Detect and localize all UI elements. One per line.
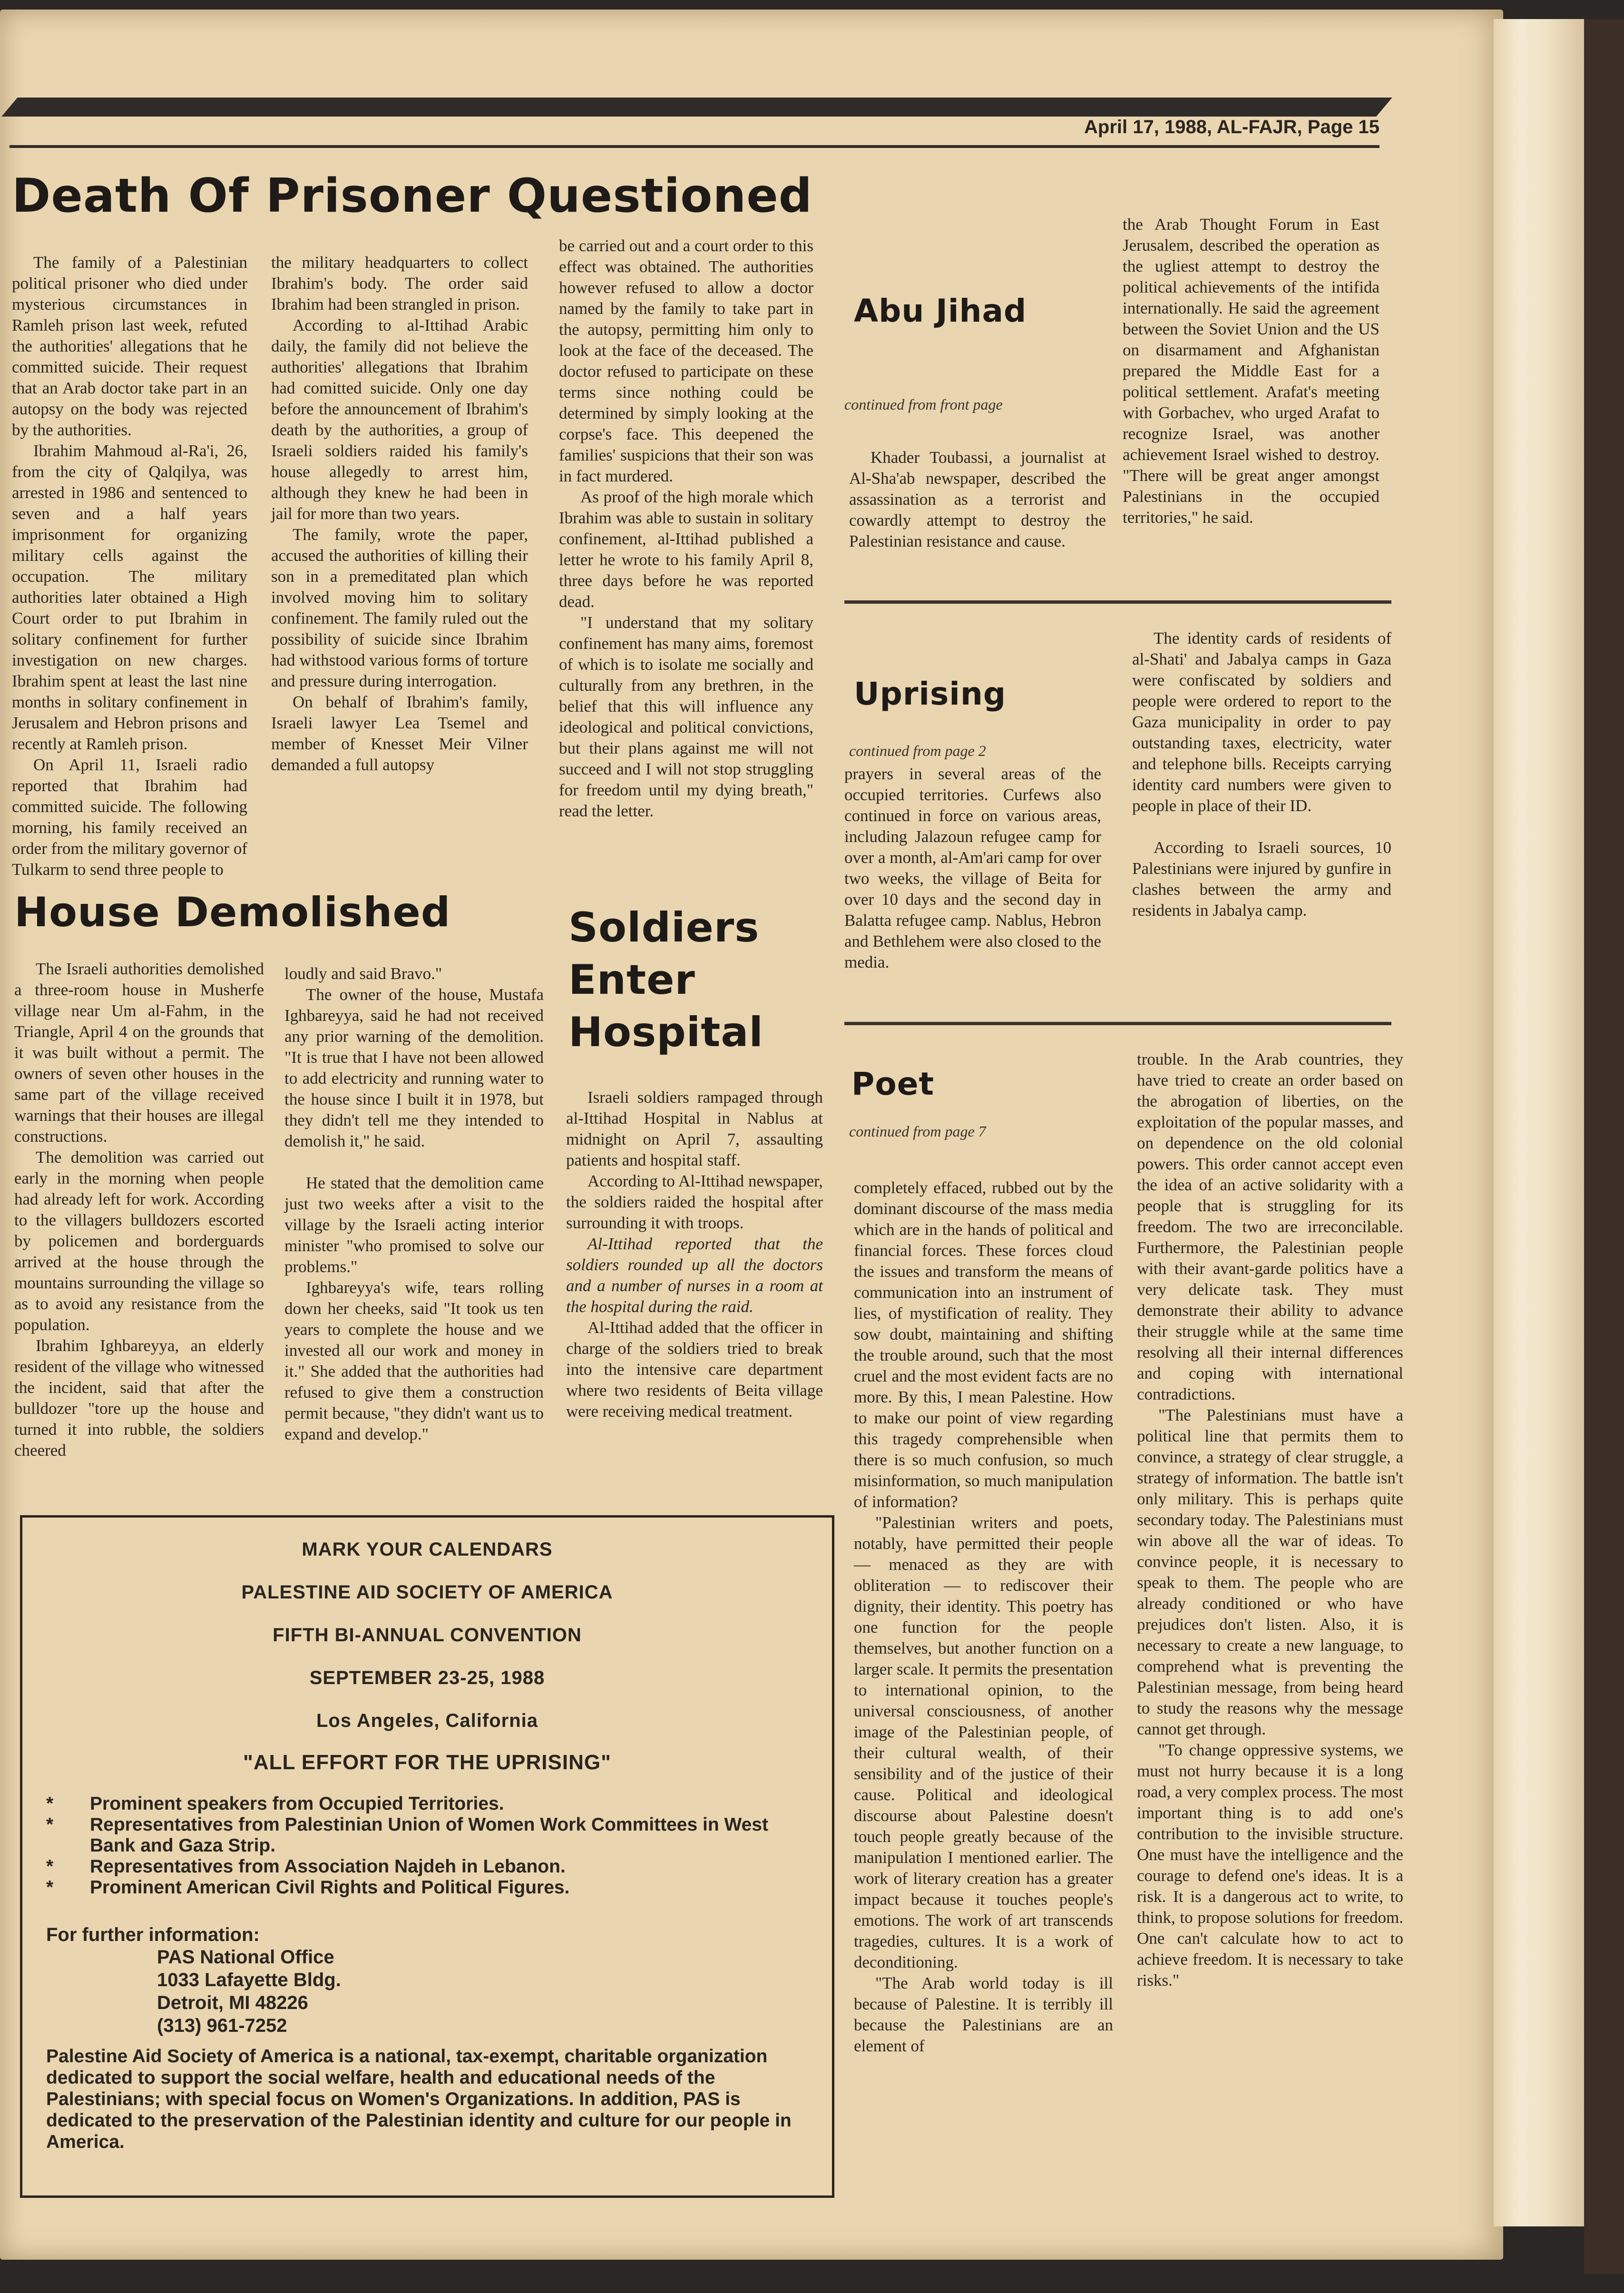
article-death-col-1 [12,252,247,880]
headline-line: Enter [568,956,695,1004]
paragraph: "To change oppressive systems, we must not hurry because it is a long road, a very complex process. The most important thing is to add one's contribution to the invisible structure. One must have the intelligence and the courage to defend one's ideas. It is a risk. It is a dangerous act to write, to think, to propose solutions for freedom. One can't calculate how to act to achieve freedom. It is necessary to take risks." [1137,1741,1403,1989]
headline-poet: Poet [851,1066,935,1102]
headline-house-demolished: House Demolished [14,889,451,936]
paragraph: The family, wrote the paper, accused the authorities of killing their son in a premeditated plan which involved moving him to solitary confinement. The family ruled out the possibility of suicide since Ibrahim had withstood various forms of torture and pressure during interrogation. [271,525,528,690]
ad-contact-heading: For further information: [46,1924,260,1945]
paragraph: be carried out and a court order to this effect was obtained. The authorities however refused to allow a doctor named by the family to take part in the autopsy, permitting him only to look at the face of the deceased. The doctor refused to participate on these terms since nothing could be determined by simply looking at the corpse's face. This deepened the families' suspicions that their son was in fact murdered. [559,236,813,485]
phone-number: (313) 961-7252 [157,2015,287,2036]
paragraph: Ibrahim Mahmoud al-Ra'i, 26, from the city of Qalqilya, was arrested in 1986 and sentenced to seven and a half years imprisonment for organizing military cells against the occupation. The military authorities later obtained a High Court order to put Ibrahim in solitary confinement for further investigation on new charges. Ibrahim spent at least the last nine months in solitary confinement in Jerusalem and Hebron prisons and recently at Ramleh prison. [12,441,247,753]
ad-event: FIFTH BI-ANNUAL CONVENTION [273,1625,582,1646]
top-rule [1,98,1392,117]
ad-location: Los Angeles, California [316,1710,538,1731]
list-item: * Prominent speakers from Occupied Territories. [46,1793,807,1814]
paragraph: Al-Ittihad reported that the soldiers rounded up all the doctors and a number of nurses in a room at the hospital during the raid. [566,1235,823,1316]
paragraph: the military headquarters to collect Ibrahim's body. The order said Ibrahim had been strangled in prison. [271,253,528,314]
paragraph: loudly and said Bravo." [284,964,442,983]
paragraph: On April 11, Israeli radio reported that Ibrahim had committed suicide. The following morning, his family received an order from the military governor of Tulkarm to send three people to [12,755,247,879]
ad-organization: PALESTINE AID SOCIETY OF AMERICA [241,1582,613,1603]
list-item: * Representatives from Association Najdeh in Lebanon. [46,1856,807,1877]
paragraph: The family of a Palestinian political prisoner who died under mysterious circumstances in Ramleh prison last week, refuted the authorities' allegations that he committed suicide. Their request that an Arab doctor take part in an autopsy on the body was rejected by the authorities. [12,253,247,439]
paragraph: According to Al-Ittihad newspaper, the soldiers raided the hospital after surrounding it with troops. [566,1172,823,1232]
paragraph: Khader Toubassi, a journalist at Al-Sha'ab newspaper, described the assassination as a terrorist and cowardly attempt to destroy the Palestinian resistance and cause. [849,448,1106,550]
paragraph: According to Israeli sources, 10 Palestinians were injured by gunfire in clashes between the army and residents in Jabalya camp. [1132,838,1391,920]
address-line: 1033 Lafayette Bldg. [157,1970,341,1990]
paragraph: The Israeli authorities demolished a three-room house in Musherfe village near Um al-Fahm, in the Triangle, April 4 on the grounds that it was built without a permit. The owners of seven other houses in the same part of the village received warnings that their houses are illegal constructions. [14,960,264,1146]
headline-abu-jihad: Abu Jihad [854,293,1027,329]
header-rule [10,145,1379,148]
headline-line: Hospital [568,1009,763,1056]
paragraph: On behalf of Ibrahim's family, Israeli lawyer Lea Tsemel and member of Knesset Meir Vilner demanded a full autopsy [271,693,528,774]
paragraph: Ibrahim Ighbareyya, an elderly resident of the village who witnessed the incident, said that after the bulldozer "tore up the house and turned it into rubble, the soldiers cheered [14,1336,264,1460]
headline-uprising: Uprising [854,676,1007,712]
address-line: PAS National Office [157,1947,334,1968]
article-poet-col-2 [1137,1049,1403,1991]
paragraph: "The Palestinians must have a political line that permits them to convince, a strategy of clear struggle, a strategy of information. The battle isn't only military. This is perhaps quite secondary today. The Palestinians must win above all the war of ideas. To convince people, it is necessary to speak to them. The people who are already conditioned or who have prejudices don't listen. Also, it is necessary to create a new language, to comprehend what is preventing the Palestinian message, from being heard to study the reasons why the message cannot get through. [1137,1406,1403,1738]
headline-death-of-prisoner: Death Of Prisoner Questioned [12,169,812,223]
paragraph: The demolition was carried out early in the morning when people had already left for work. According to the villagers bulldozers escorted by policemen and borderguards arrived at the house through the mountains surrounding the village so as to avoid any resistance from the population. [14,1148,264,1334]
paragraph: The identity cards of residents of al-Shati' and Jabalya camps in Gaza were confiscated by soldiers and people were ordered to report to the Gaza municipality in order to pay outstanding taxes, electricity, water and telephone bills. Receipts carrying identity card numbers were given to people in place of their ID. [1132,629,1391,815]
article-death-col-2 [271,252,528,775]
ad-heading: MARK YOUR CALENDARS [302,1539,553,1560]
ad-date: SEPTEMBER 23-25, 1988 [309,1667,545,1688]
paragraph: He stated that the demolition came just two weeks after a visit to the village by the Israeli acting interior minister "who promised to solve our problems." [284,1174,544,1276]
list-item: * Representatives from Palestinian Union of Women Work Committees in West Bank and Gaza Strip. [46,1814,807,1856]
article-uprising-col-1 [844,764,1101,973]
article-poet-col-1 [854,1177,1113,2057]
headline-soldiers-enter-hospital [568,902,763,1058]
paragraph: "I understand that my solitary confinement has many aims, foremost of which is to isolate me socially and culturally from any brethren, in the belief that this will influence any ideological and political convictions, but their plans against me will not succeed and I will not stop struggling for freedom until my dying breath," read the letter. [559,613,813,820]
continued-note: continued from front page [844,396,1003,413]
section-rule [844,1022,1391,1025]
paragraph: "The Arab world today is ill because of Palestine. It is terribly ill because the Palestinians are an element of [854,1974,1113,2055]
continued-note: continued from page 7 [849,1123,986,1140]
address-line: Detroit, MI 48226 [157,1992,308,2013]
ad-slogan: "ALL EFFORT FOR THE UPRISING" [243,1751,611,1774]
paragraph: trouble. In the Arab countries, they have tried to create an order based on the abrogation of liberties, on the exploitation of the popular masses, and on dependence on the old colonial powers. This order cannot accept even the idea of an active solidarity with a people that is struggling for its freedom. The two are irreconcilable. Furthermore, the Palestinian people with their avant-garde politics have a very delicate task. They must demonstrate their ability to advance their struggle while at the same time resolving all their internal differences and coping with international contradictions. [1137,1050,1403,1403]
headline-line: Soldiers [568,904,760,951]
ad-description: Palestine Aid Society of America is a national, tax-exempt, charitable organization dedicated to support the social welfare, health and educational needs of the Palestinians; with special focus on Women's Organizations. In addition, PAS is dedicated to the preservation of the Palestinian identity and culture for our people in America. [46,2046,792,2152]
dateline: April 17, 1988, AL-FAJR, Page 15 [1084,117,1379,137]
continued-note: continued from page 2 [849,742,986,759]
article-abu-jihad-col-1 [849,447,1106,552]
list-item: * Prominent American Civil Rights and Political Figures. [46,1877,807,1898]
paragraph: According to al-Ittihad Arabic daily, the family did not believe the authorities' allegations that Ibrahim had comitted suicide. Only one day before the announcement of Ibrahim's death by the authorities, a group of Israeli soldiers raided his family's house allegedly to arrest him, although they knew he had been in jail for more than two years. [271,316,528,523]
ad-address [157,1946,341,2037]
paragraph: As proof of the high morale which Ibrahim was able to sustain in solitary confinement, al-Ittihad published a letter he wrote to his family April 8, three days before he was reported dead. [559,488,813,611]
ad-bullet-list [46,1793,807,1898]
section-rule [844,600,1391,604]
convention-advertisement [20,1515,834,2198]
paragraph: the Arab Thought Forum in East Jerusalem, described the operation as the ugliest attempt to destroy the political achievements of the intifida internationally. He said the agreement between the Soviet Union and the US on disarmament and Afghanistan prepared the Middle East for a political settlement. Arafat's meeting with Gorbachev, who urged Arafat to recognize Israel, was another achievement Israel wished to destroy. "There will be great anger amongst Palestinians in the occupied territories," he said. [1123,215,1379,527]
article-house-col-2 [284,963,544,1445]
article-death-col-3 [559,235,813,822]
paragraph: Israeli soldiers rampaged through al-Ittihad Hospital in Nablus at midnight on April 7, assaulting patients and hospital staff. [566,1088,823,1169]
article-soldiers-body [566,1087,823,1422]
paragraph: Al-Ittihad added that the officer in charge of the soldiers tried to break into the intensive care department where two residents of Beita village were receiving medical treatment. [566,1318,823,1421]
article-abu-jihad-col-2 [1123,214,1379,528]
paragraph: completely effaced, rubbed out by the dominant discourse of the mass media which are in the hands of political and financial forces. These forces cloud the issues and transform the means of communication into an instrument of lies, of mystification of reality. They sow doubt, maintaining and shifting the trouble around, such that the most cruel and the most evident facts are no more. By this, I mean Palestine. How to make our point of view regarding this tragedy comprehensible when there is so much confusion, so much misinformation, so much manipulation of information? [854,1178,1113,1511]
binding-cover [1584,19,1624,2274]
article-uprising-col-2 [1132,628,1391,921]
paragraph: prayers in several areas of the occupied territories. Curfews also continued in force on various areas, including Jalazoun refugee camp for over a month, al-Am'ari camp for over two weeks, the village of Beita for over 10 days and the second day in Balatta refugee camp. Nablus, Hebron and Bethlehem were also closed to the media. [844,764,1101,971]
paragraph: "Palestinian writers and poets, notably, have permitted their people — menaced as they are with obliteration — to rediscover their dignity, their identity. This poetry has one function for the people themselves, but another function on a larger scale. It permits the presentation to international opinion, to the universal consciousness, of another image of the Palestinian people, of their cultural wealth, of their sensibility and of the justice of their cause. Political and ideological discourse about Palestine doesn't touch people greatly because of the manipulation I mentioned earlier. The work of literary creation has a greater impact because it touches people's emotions. The work of art transcends tragedies, cultures. It is a work of deconditioning. [854,1513,1113,1971]
paragraph: Ighbareyya's wife, tears rolling down her cheeks, said "It took us ten years to complete the house and we invested all our work and money in it." She added that the authorities had refused to give them a construction permit because, "they didn't want us to expand and develop." [284,1278,544,1443]
paragraph: The owner of the house, Mustafa Ighbareyya, said he had not received any prior warning of the demolition. "It is true that I have not been allowed to add electricity and running water to the house since I built it in 1978, but they didn't tell me they intended to demolish it," he said. [284,985,544,1150]
binding-page-edges [1494,19,1584,2226]
article-house-col-1 [14,959,264,1461]
